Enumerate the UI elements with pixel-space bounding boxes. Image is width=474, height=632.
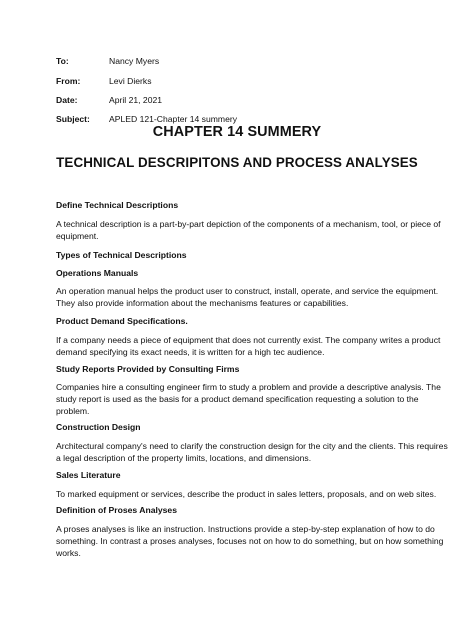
section-heading-sales: Sales Literature xyxy=(56,470,121,480)
page-subtitle: TECHNICAL DESCRIPITONS AND PROCESS ANALYSES xyxy=(56,155,418,170)
section-heading-define: Define Technical Descriptions xyxy=(56,200,179,210)
section-heading-operations: Operations Manuals xyxy=(56,268,139,278)
memo-to-label: To: xyxy=(56,56,69,66)
section-paragraph-construction xyxy=(56,440,448,464)
page-title: CHAPTER 14 SUMMERY xyxy=(152,124,322,140)
section-paragraph-operations xyxy=(56,285,439,309)
memo-from-value: Levi Dierks xyxy=(109,76,152,86)
paragraph-line: works. xyxy=(56,548,81,558)
paragraph-line: problem. xyxy=(56,406,90,416)
memo-to-value: Nancy Myers xyxy=(109,56,160,66)
section-heading-proses: Definition of Proses Analyses xyxy=(56,505,177,515)
paragraph-line: They also provide information about the mechanisms features or capabilities. xyxy=(56,298,349,308)
section-heading-study-reports: Study Reports Provided by Consulting Firms xyxy=(56,364,240,374)
section-paragraph-sales xyxy=(56,488,437,500)
paragraph-line: demand specifying its exact needs, it is written for a high tec audience. xyxy=(56,347,325,357)
paragraph-line: If a company needs a piece of equipment that does not currently exist. The company writes a product xyxy=(56,335,441,345)
memo-date-value: April 21, 2021 xyxy=(109,95,163,105)
section-paragraph-study-reports xyxy=(56,381,441,417)
paragraph-line: An operation manual helps the product user to construct, install, operate, and service the equipment. xyxy=(56,286,439,296)
memo-from-label: From: xyxy=(56,76,81,86)
section-paragraph-define xyxy=(56,218,441,242)
memo-date-label: Date: xyxy=(56,95,78,105)
section-paragraph-product-demand xyxy=(56,334,441,358)
paragraph-line: To marked equipment or services, describe the product in sales letters, proposals, and on web sites. xyxy=(56,489,437,499)
paragraph-line: something. In contrast a proses analyses, focuses not on how to do something, but on how something xyxy=(56,536,444,546)
memo-subject-label: Subject: xyxy=(56,114,90,124)
paragraph-line: A technical description is a part-by-part depiction of the components of a mechanism, tool, or piece of xyxy=(56,219,441,229)
paragraph-line: study report is used as the basis for a product demand specification requesting a solution to the xyxy=(56,394,419,404)
section-paragraph-proses xyxy=(56,523,444,559)
memo-subject-value: APLED 121-Chapter 14 summery xyxy=(109,114,238,124)
paragraph-line: A proses analyses is like an instruction. Instructions provide a step-by-step explanation of how to do xyxy=(56,524,435,534)
section-heading-types: Types of Technical Descriptions xyxy=(56,250,187,260)
section-heading-product-demand: Product Demand Specifications. xyxy=(56,316,188,326)
paragraph-line: Architectural company's need to clarify the construction design for the city and the clients. This requires xyxy=(56,441,448,451)
paragraph-line: a legal description of the property limits, locations, and dimensions. xyxy=(56,453,312,463)
paragraph-line: Companies hire a consulting engineer firm to study a problem and provide a descriptive analysis. The xyxy=(56,382,441,392)
section-heading-construction: Construction Design xyxy=(56,422,141,432)
paragraph-line: equipment. xyxy=(56,231,99,241)
